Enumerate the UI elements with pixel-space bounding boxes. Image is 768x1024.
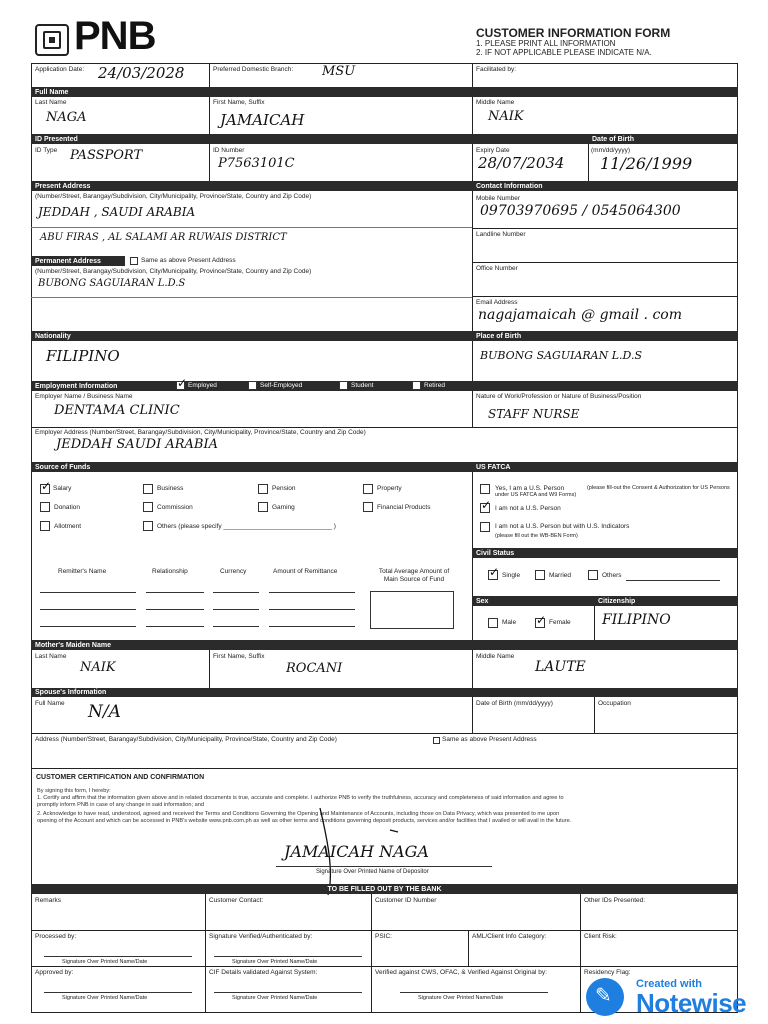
citizenship-section: Citizenship bbox=[594, 596, 738, 606]
facilitated-label: Facilitated by: bbox=[476, 66, 517, 73]
pension-label: Pension bbox=[272, 485, 296, 492]
retired-checkbox[interactable] bbox=[412, 381, 421, 390]
email-value[interactable]: nagajamaicah @ gmail . com bbox=[478, 307, 682, 323]
property-checkbox[interactable] bbox=[363, 484, 373, 494]
gaming-checkbox[interactable] bbox=[258, 502, 268, 512]
watermark-big: Notewise bbox=[636, 988, 747, 1018]
customer-id-label: Customer ID Number bbox=[375, 897, 437, 904]
married-label: Married bbox=[549, 572, 572, 579]
student-label: Student bbox=[351, 382, 374, 389]
remitter-name-header: Remitter's Name bbox=[58, 568, 107, 575]
spouse-section: Spouse's Information bbox=[31, 688, 738, 697]
same-as-present-label: Same as above Present Address bbox=[141, 257, 236, 264]
landline-label: Landline Number bbox=[476, 231, 526, 238]
single-checkbox[interactable] bbox=[488, 570, 498, 580]
last-name-label: Last Name bbox=[35, 99, 67, 106]
permanent-address-value[interactable]: BUBONG SAGUIARAN L.D.S bbox=[38, 278, 186, 289]
certification-intro: By signing this form, I hereby: bbox=[37, 788, 111, 794]
employer-name-label: Employer Name / Business Name bbox=[35, 393, 133, 400]
first-name-value[interactable]: JAMAICAH bbox=[220, 111, 305, 129]
civil-status-section: Civil Status bbox=[472, 548, 738, 558]
fatca-us-person-label: Yes, I am a U.S. Person bbox=[495, 485, 565, 492]
male-checkbox[interactable] bbox=[488, 618, 498, 628]
single-label: Single bbox=[502, 572, 521, 579]
mothers-maiden-section: Mother's Maiden Name bbox=[31, 640, 738, 650]
dob-format-label: (mm/dd/yyyy) bbox=[591, 147, 630, 154]
first-name-label: First Name, Suffix bbox=[213, 99, 265, 106]
financial-products-label: Financial Products bbox=[377, 504, 431, 511]
fatca-not-us-person-checkbox[interactable] bbox=[480, 503, 490, 513]
residency-label: Residency Flag: bbox=[584, 969, 631, 976]
allotment-label: Allotment bbox=[54, 523, 82, 530]
gaming-label: Gaming bbox=[272, 504, 295, 511]
mother-first-value[interactable]: ROCANI bbox=[286, 661, 343, 676]
others-label: Others (please specify ______________________________ ) bbox=[157, 523, 336, 530]
watermark-small: Created with bbox=[636, 978, 703, 990]
notewise-watermark bbox=[586, 976, 762, 1020]
others-status-label: Others bbox=[602, 572, 622, 579]
mobile-label: Mobile Number bbox=[476, 195, 521, 202]
business-label: Business bbox=[157, 485, 184, 492]
remarks-label: Remarks bbox=[35, 897, 62, 904]
total-average-box[interactable] bbox=[370, 591, 454, 629]
present-address-line2[interactable]: ABU FIRAS , AL SALAMI AR RUWAIS DISTRICT bbox=[40, 232, 287, 243]
spouse-name-value[interactable]: N/A bbox=[88, 702, 121, 722]
branch-value[interactable]: MSU bbox=[322, 64, 356, 79]
fatca-us-person-note: (please fill-out the Consent & Authorization for US Persons under US FATCA and W9 Forms) bbox=[495, 485, 730, 498]
mother-first-label: First Name, Suffix bbox=[213, 653, 265, 660]
self-employed-checkbox[interactable] bbox=[248, 381, 257, 390]
application-date-label: Application Date: bbox=[35, 66, 85, 73]
fatca-us-indicators-note: (please fill out the WB-BEN Form) bbox=[495, 533, 578, 539]
married-checkbox[interactable] bbox=[535, 570, 545, 580]
relationship-header: Relationship bbox=[152, 568, 188, 575]
permanent-address-section: Permanent Address bbox=[31, 256, 125, 266]
approved-sig-label: Signature Over Printed Name/Date bbox=[62, 995, 148, 1001]
self-employed-label: Self-Employed bbox=[260, 382, 303, 389]
place-of-birth-section: Place of Birth bbox=[472, 331, 738, 341]
employment-section: Employment Information bbox=[31, 381, 738, 391]
salary-label: Salary bbox=[53, 485, 72, 492]
id-presented-section: ID Presented bbox=[31, 134, 588, 144]
processed-sig-label: Signature Over Printed Name/Date bbox=[62, 959, 148, 965]
others-checkbox[interactable] bbox=[143, 521, 153, 531]
pension-checkbox[interactable] bbox=[258, 484, 268, 494]
other-ids-label: Other IDs Presented: bbox=[584, 897, 646, 904]
full-name-section: Full Name bbox=[31, 87, 738, 97]
commission-label: Commission bbox=[157, 504, 193, 511]
expiry-value[interactable]: 28/07/2034 bbox=[478, 154, 565, 172]
certification-p2b: opening of the Account and which can be accessed in PNB's website www.pnb.com.ph as well as other terms and conditions governing deposit products, services and/or facilities that I availed or will avail in the future. bbox=[37, 818, 572, 824]
verified-by-label: Signature Verified/Authenticated by: bbox=[209, 933, 313, 940]
psic-label: PSIC: bbox=[375, 933, 392, 940]
spouse-same-address-label: Same as above Present Address bbox=[442, 736, 537, 743]
cif-sig-label: Signature Over Printed Name/Date bbox=[232, 995, 318, 1001]
spouse-name-label: Full Name bbox=[35, 700, 65, 707]
spouse-address-label: Address (Number/Street, Barangay/Subdivision, City/Municipality, Province/State, Country and Zip Code) bbox=[35, 736, 337, 743]
certification-p1b: promptly inform PNB in case of any change in said information; and bbox=[37, 802, 204, 808]
nature-of-work-label: Nature of Work/Profession or Nature of Business/Position bbox=[476, 393, 642, 400]
nationality-value[interactable]: FILIPINO bbox=[46, 347, 120, 365]
client-risk-label: Client Risk: bbox=[584, 933, 617, 940]
processed-by-label: Processed by: bbox=[35, 933, 77, 940]
salary-checkbox[interactable] bbox=[40, 484, 50, 494]
employer-address-value[interactable]: JEDDAH SAUDI ARABIA bbox=[56, 437, 218, 452]
student-checkbox[interactable] bbox=[339, 381, 348, 390]
same-as-present-checkbox[interactable] bbox=[130, 257, 138, 265]
female-label: Female bbox=[549, 619, 571, 626]
financial-products-checkbox[interactable] bbox=[363, 502, 373, 512]
dob-section: Date of Birth bbox=[588, 134, 738, 144]
middle-name-label: Middle Name bbox=[476, 99, 515, 106]
source-of-funds-section: Source of Funds bbox=[31, 462, 472, 472]
permanent-address-label: (Number/Street, Barangay/Subdivision, City/Municipality, Province/State, Country and Zip Code) bbox=[35, 268, 312, 275]
id-number-label: ID Number bbox=[213, 147, 245, 154]
total-average-header: Total Average Amount of Main Source of Fund bbox=[378, 568, 450, 583]
business-checkbox[interactable] bbox=[143, 484, 153, 494]
male-label: Male bbox=[502, 619, 517, 626]
others-status-checkbox[interactable] bbox=[588, 570, 598, 580]
citizenship-value[interactable]: FILIPINO bbox=[602, 612, 671, 628]
fatca-us-person-checkbox[interactable] bbox=[480, 484, 490, 494]
mother-last-label: Last Name bbox=[35, 653, 67, 660]
bank-use-section: TO BE FILLED OUT BY THE BANK bbox=[31, 884, 738, 894]
expiry-label: Expiry Date bbox=[476, 147, 510, 154]
id-type-value[interactable]: PASSPORT bbox=[70, 148, 143, 163]
certification-p2a: 2. Acknowledge to have read, understood, agreed and received the Terms and Conditions Governing the Opening and Maintenance of Accounts, including those on Data Privacy, which was presented to me upon bbox=[37, 811, 560, 817]
retired-label: Retired bbox=[424, 382, 445, 389]
amount-header: Amount of Remittance bbox=[273, 568, 338, 575]
fatca-section: US FATCA bbox=[472, 462, 738, 472]
email-label: Email Address bbox=[476, 299, 518, 306]
mother-middle-label: Middle Name bbox=[476, 653, 515, 660]
office-label: Office Number bbox=[476, 265, 518, 272]
spouse-same-address-checkbox[interactable] bbox=[433, 737, 440, 744]
application-date-value[interactable]: 24/03/2028 bbox=[98, 64, 185, 82]
middle-name-value[interactable]: NAIK bbox=[488, 109, 524, 124]
currency-header: Currency bbox=[220, 568, 247, 575]
employer-name-value[interactable]: DENTAMA CLINIC bbox=[54, 403, 180, 418]
id-number-value[interactable]: P7563101C bbox=[218, 156, 295, 171]
present-address-label: (Number/Street, Barangay/Subdivision, City/Municipality, Province/State, Country and Zip Code) bbox=[35, 193, 312, 200]
contact-section: Contact Information bbox=[472, 181, 738, 191]
aml-label: AML/Client Info Category: bbox=[472, 933, 547, 940]
donation-checkbox[interactable] bbox=[40, 502, 50, 512]
form-title: CUSTOMER INFORMATION FORM bbox=[476, 26, 671, 40]
employed-checkbox[interactable] bbox=[176, 381, 185, 390]
spouse-dob-label: Date of Birth (mm/dd/yyyy) bbox=[476, 700, 553, 707]
signature-value[interactable]: JAMAICAH NAGA bbox=[284, 842, 429, 861]
id-type-label: ID Type bbox=[35, 147, 58, 154]
dob-value[interactable]: 11/26/1999 bbox=[600, 154, 693, 173]
customer-contact-label: Customer Contact: bbox=[209, 897, 264, 904]
nature-of-work-value[interactable]: STAFF NURSE bbox=[488, 407, 580, 421]
female-checkbox[interactable] bbox=[535, 618, 545, 628]
cif-label: CIF Details validated Against System: bbox=[209, 969, 318, 976]
property-label: Property bbox=[377, 485, 402, 492]
brand-name: PNB bbox=[74, 14, 156, 58]
fatca-not-us-person-label: I am not a U.S. Person bbox=[495, 505, 561, 512]
allotment-checkbox[interactable] bbox=[40, 521, 50, 531]
donation-label: Donation bbox=[54, 504, 81, 511]
present-address-section: Present Address bbox=[31, 181, 472, 191]
mobile-value[interactable]: 09703970695 / 0545064300 bbox=[480, 203, 681, 219]
cws-sig-label: Signature Over Printed Name/Date bbox=[418, 995, 504, 1001]
pen-icon bbox=[586, 978, 624, 1016]
instruction-2: 2. IF NOT APPLICABLE PLEASE INDICATE N/A. bbox=[476, 48, 652, 57]
place-of-birth-value[interactable]: BUBONG SAGUIARAN L.D.S bbox=[480, 349, 643, 362]
certification-title: CUSTOMER CERTIFICATION AND CONFIRMATION bbox=[36, 774, 205, 781]
approved-by-label: Approved by: bbox=[35, 969, 74, 976]
employer-address-label: Employer Address (Number/Street, Barangay/Subdivision, City/Municipality, Province/State, Country and Zip Code) bbox=[35, 429, 366, 436]
cws-label: Verified against CWS, OFAC, & Verified Against Original by: bbox=[375, 969, 547, 976]
fatca-us-indicators-label: I am not a U.S. Person but with U.S. Indicators bbox=[495, 523, 630, 530]
mother-middle-value[interactable]: LAUTE bbox=[535, 659, 586, 675]
present-address-line1[interactable]: JEDDAH , SAUDI ARABIA bbox=[38, 205, 196, 219]
certification-p1a: 1. Certify and affirm that the information given above and in related documents is true, accurate and complete. I authorize PNB to verify the truthfulness, accuracy and completeness of said information and agree to bbox=[37, 795, 564, 801]
nationality-section: Nationality bbox=[31, 331, 472, 341]
last-name-value[interactable]: NAGA bbox=[46, 110, 87, 125]
employed-label: Employed bbox=[188, 382, 217, 389]
mother-last-value[interactable]: NAIK bbox=[80, 660, 116, 675]
signature-label: Signature Over Printed Name of Depositor bbox=[316, 869, 429, 875]
sex-section: Sex bbox=[472, 596, 594, 606]
pnb-logo-icon bbox=[35, 24, 69, 56]
commission-checkbox[interactable] bbox=[143, 502, 153, 512]
instruction-1: 1. PLEASE PRINT ALL INFORMATION bbox=[476, 39, 616, 48]
spouse-occupation-label: Occupation bbox=[598, 700, 631, 707]
fatca-us-indicators-checkbox[interactable] bbox=[480, 522, 490, 532]
branch-label: Preferred Domestic Branch: bbox=[213, 66, 294, 73]
verified-sig-label: Signature Over Printed Name/Date bbox=[232, 959, 318, 965]
